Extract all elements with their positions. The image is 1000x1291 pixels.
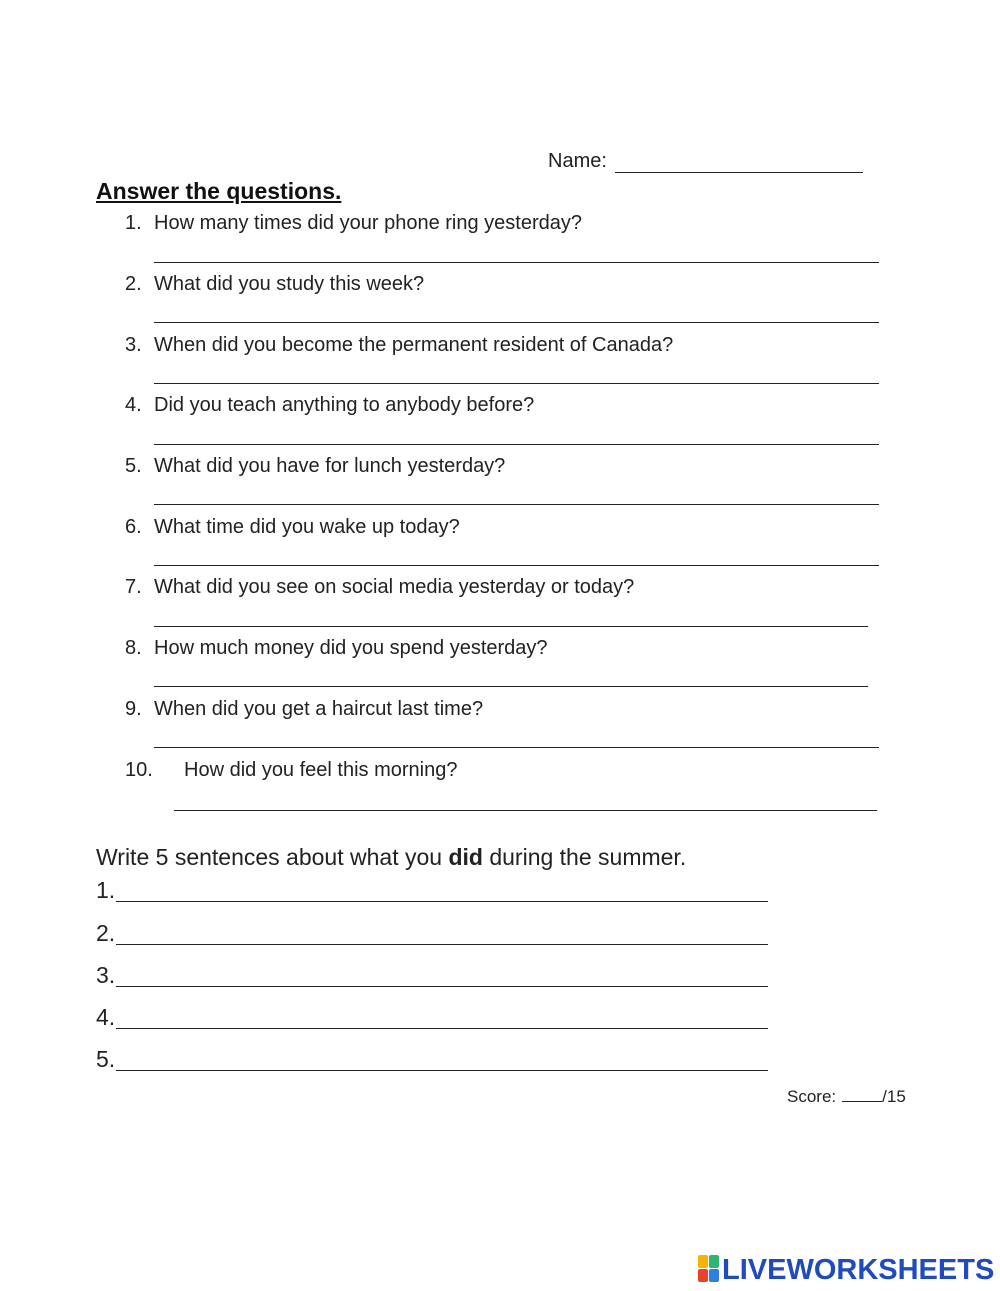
question-text: What time did you wake up today?: [154, 516, 460, 538]
answer-line[interactable]: [154, 565, 879, 566]
liveworksheets-logo-icon: [698, 1255, 720, 1285]
question-number: 3.: [125, 334, 142, 356]
sentence-line[interactable]: [116, 986, 768, 987]
question-number: 6.: [125, 516, 142, 538]
sentence-line[interactable]: [116, 901, 768, 902]
question-number: 9.: [125, 698, 142, 720]
answer-line[interactable]: [174, 810, 877, 811]
instruction-text-before: Write 5 sentences about what you: [96, 844, 449, 870]
question-text: What did you study this week?: [154, 273, 425, 295]
question-text: How much money did you spend yesterday?: [154, 637, 548, 659]
score-total: /15: [882, 1087, 906, 1106]
name-blank[interactable]: [615, 152, 863, 173]
answer-line[interactable]: [154, 626, 868, 627]
answer-line[interactable]: [154, 504, 879, 505]
score-label: Score:: [787, 1087, 837, 1106]
answer-line[interactable]: [154, 383, 879, 384]
section-heading: Answer the questions.: [96, 178, 342, 204]
question-number: 2.: [125, 273, 142, 295]
name-field[interactable]: [548, 150, 863, 173]
answer-line[interactable]: [154, 747, 879, 748]
question-text: Did you teach anything to anybody before?: [154, 394, 535, 416]
sentence-number: 5.: [96, 1046, 116, 1072]
answer-line[interactable]: [154, 322, 879, 323]
question-number: 10.: [125, 759, 153, 781]
question-text: What did you have for lunch yesterday?: [154, 455, 506, 477]
score: [787, 1087, 906, 1107]
instruction-text-after: during the summer.: [482, 844, 687, 870]
sentence-line[interactable]: [116, 944, 768, 945]
question-text: What did you see on social media yesterday or today?: [154, 576, 635, 598]
liveworksheets-brand: [698, 1252, 994, 1288]
name-label: Name:: [548, 150, 607, 172]
question-number: 7.: [125, 576, 142, 598]
answer-line[interactable]: [154, 444, 879, 445]
sentence-line[interactable]: [116, 1070, 768, 1071]
score-blank[interactable]: [842, 1087, 882, 1102]
sentence-number: 4.: [96, 1004, 116, 1030]
question-number: 4.: [125, 394, 142, 416]
answer-line[interactable]: [154, 262, 879, 263]
question-text: How many times did your phone ring yesterday?: [154, 212, 582, 234]
question-number: 8.: [125, 637, 142, 659]
answer-line[interactable]: [154, 686, 868, 687]
sentence-number: 3.: [96, 962, 116, 988]
question-number: 1.: [125, 212, 142, 234]
sentences-instruction: [96, 844, 686, 871]
sentence-line[interactable]: [116, 1028, 768, 1029]
sentence-number: 2.: [96, 920, 116, 946]
instruction-bold-word: did: [448, 844, 483, 870]
question-text: How did you feel this morning?: [184, 759, 458, 781]
question-text: When did you get a haircut last time?: [154, 698, 484, 720]
question-text: When did you become the permanent resident of Canada?: [154, 334, 674, 356]
question-number: 5.: [125, 455, 142, 477]
brand-name: LIVEWORKSHEETS: [722, 1253, 995, 1286]
sentence-number: 1.: [96, 877, 116, 903]
